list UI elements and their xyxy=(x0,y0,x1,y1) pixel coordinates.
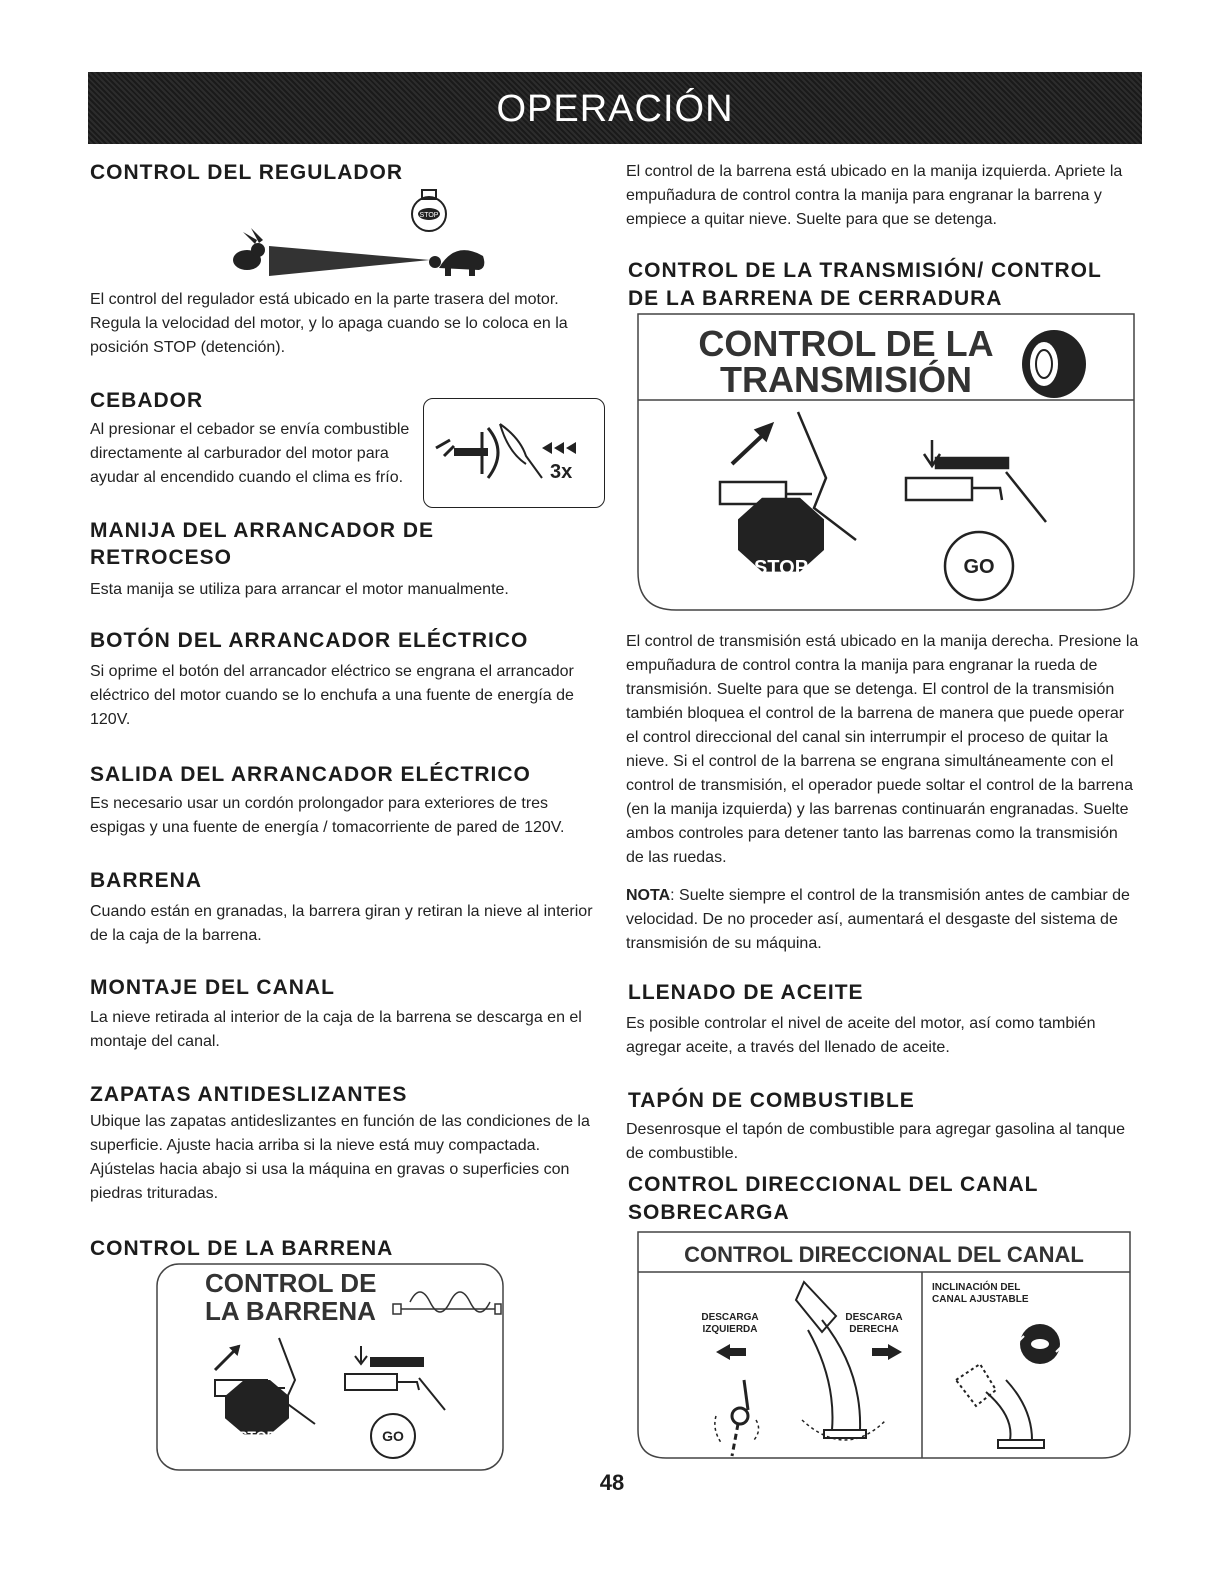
zapatas-title: ZAPATAS ANTIDESLIZANTES xyxy=(90,1083,408,1106)
regulador-title: CONTROL DEL REGULADOR xyxy=(90,161,404,184)
tilt-chute-icon xyxy=(956,1364,1044,1448)
crank-icon xyxy=(715,1380,759,1456)
primer-bulb-icon xyxy=(454,428,498,478)
transmision-text: El control de transmisión está ubicado en la manija derecha. Presione la empuñadura de control contra la manija para engranar la rueda de transmisión. Suelte para que se detenga. El control de la transmisión también bloquea el control de la barrena de manera que puede operar el control direccional del canal sin interrumpir el proceso de quitar la nieve. Si el control de la barrena se engrana simultáneamente con el control de transmisión, el operador puede soltar el control de la barrena (en la manija izquierda) y las barrenas continuarán engranadas. Suelte ambos controles para detener tanto las barrenas como la transmisión de las ruedas. xyxy=(626,633,1139,866)
control-barrena-title: CONTROL DE LA BARRENA xyxy=(90,1237,394,1260)
chute-label-title: CONTROL DIRECCIONAL DEL CANAL xyxy=(684,1242,1084,1267)
transmision-title-2: DE LA BARRENA DE CERRADURA xyxy=(628,287,1003,310)
stop-sign-icon xyxy=(738,498,824,579)
montaje-text: La nieve retirada al interior de la caja de la barrena se descarga en el montaje del canal. xyxy=(90,1009,582,1050)
page-number: 48 xyxy=(599,1470,625,1495)
rabbit-icon xyxy=(233,228,265,270)
go-circle-icon xyxy=(945,532,1013,600)
right-discharge-line-1: DESCARGA xyxy=(845,1312,903,1323)
transmission-label-line-1: CONTROL DE LA xyxy=(698,323,994,364)
regulador-text: El control del regulador está ubicado en la parte trasera del motor. Regula la velocidad del motor, y lo apaga cuando se lo coloca en la posición STOP (detención). xyxy=(90,291,568,356)
chute-control-label xyxy=(636,1230,1132,1460)
zapatas-text: Ubique las zapatas antideslizantes en función de las condiciones de la superficie. Ajuste hacia arriba si la nieve está muy compactada. Ajústelas hacia abajo si usa la máquina en gravas o superficies con piedras trituradas. xyxy=(90,1113,590,1202)
manija-text: Esta manija se utiliza para arrancar el motor manualmente. xyxy=(90,581,509,598)
manija-title-1: MANIJA DEL ARRANCADOR DE xyxy=(90,519,435,542)
primer-diagram xyxy=(430,408,600,500)
boton-text: Si oprime el botón del arrancador eléctrico se engrana el arrancador eléctrico del motor cuando se lo enchufa a una fuente de energía de 120V. xyxy=(90,663,574,728)
page-header-banner: OPERACIÓN xyxy=(88,72,1142,144)
stop-sign-icon xyxy=(225,1380,289,1444)
tilt-label-line-1: INCLINACIÓN DEL xyxy=(932,1282,1021,1293)
barrena-location-text: El control de la barrena está ubicado en la manija izquierda. Apriete la empuñadura de control contra la manija para engranar la barrena y empiece a quitar nieve. Suelte para que se detenga. xyxy=(626,163,1123,228)
cebador-text: Al presionar el cebador se envía combustible directamente al carburador del motor para ayudar al encendido cuando el clima es frío. xyxy=(90,421,410,486)
right-discharge-line-2: DERECHA xyxy=(849,1324,899,1335)
tilt-dial-icon xyxy=(1018,1324,1062,1364)
chute-icon xyxy=(796,1282,866,1438)
svg-text:GO: GO xyxy=(382,1428,404,1444)
nota-paragraph xyxy=(626,884,1138,956)
auger-label-line-1: CONTROL DE xyxy=(205,1268,377,1298)
barrena-title: BARRENA xyxy=(90,869,202,892)
svg-text:STOP: STOP xyxy=(419,212,439,219)
auger-icon xyxy=(393,1292,501,1314)
svg-text:STOP: STOP xyxy=(238,1428,276,1444)
stop-icon xyxy=(412,190,446,231)
cebador-title: CEBADOR xyxy=(90,389,204,412)
salida-text: Es necesario usar un cordón prolongador para exteriores de tres espigas y una fuente de energía / tomacorriente de pared de 120V. xyxy=(90,795,565,836)
nota-label: NOTA xyxy=(626,887,671,904)
handle-hold-icon xyxy=(345,1346,445,1410)
tapon-title: TAPÓN DE COMBUSTIBLE xyxy=(628,1089,915,1112)
direccional-title-2: SOBRECARGA xyxy=(628,1201,790,1224)
direccional-title-1: CONTROL DIRECCIONAL DEL CANAL xyxy=(628,1173,1039,1196)
transmision-title-1: CONTROL DE LA TRANSMISIÓN/ CONTROL xyxy=(628,259,1102,282)
nota-text: : Suelte siempre el control de la transmisión antes de cambiar de velocidad. De no proceder así, aumentará el desgaste del sistema de transmisión de su máquina. xyxy=(626,887,1130,952)
auger-control-label xyxy=(155,1262,505,1472)
aceite-text: Es posible controlar el nivel de aceite del motor, así como también agregar aceite, a través del llenado de aceite. xyxy=(626,1015,1096,1056)
go-circle-icon xyxy=(371,1414,415,1458)
svg-text:3x: 3x xyxy=(550,461,573,483)
tapon-text: Desenrosque el tapón de combustible para agregar gasolina al tanque de combustible. xyxy=(626,1121,1126,1162)
arrow-right-icon xyxy=(872,1344,902,1360)
aceite-title: LLENADO DE ACEITE xyxy=(628,981,864,1004)
barrena-text: Cuando están en granadas, la barrera giran y retiran la nieve al interior de la caja de la barrena. xyxy=(90,903,593,944)
throttle-diagram xyxy=(225,188,495,280)
wheel-icon xyxy=(1022,330,1086,398)
tilt-label-line-2: CANAL AJUSTABLE xyxy=(932,1294,1029,1305)
handle-hold-icon xyxy=(906,440,1046,522)
left-discharge-line-1: DESCARGA xyxy=(701,1312,759,1323)
transmission-label-line-2: TRANSMISIÓN xyxy=(720,359,972,400)
finger-icon xyxy=(500,424,542,478)
auger-label-line-2: LA BARRENA xyxy=(205,1296,376,1326)
salida-title: SALIDA DEL ARRANCADOR ELÉCTRICO xyxy=(90,763,531,786)
montaje-title: MONTAJE DEL CANAL xyxy=(90,976,335,999)
manija-title-2: RETROCESO xyxy=(90,546,233,569)
turtle-icon xyxy=(429,250,484,276)
left-discharge-line-2: IZQUIERDA xyxy=(702,1324,758,1335)
boton-title: BOTÓN DEL ARRANCADOR ELÉCTRICO xyxy=(90,629,529,652)
speed-wedge xyxy=(269,246,430,276)
svg-text:STOP: STOP xyxy=(753,557,809,579)
svg-text:GO: GO xyxy=(963,556,995,578)
press-arrows-icon xyxy=(542,442,576,454)
spray-icon xyxy=(436,440,454,456)
arrow-left-icon xyxy=(716,1344,746,1360)
transmission-control-label xyxy=(636,312,1136,612)
